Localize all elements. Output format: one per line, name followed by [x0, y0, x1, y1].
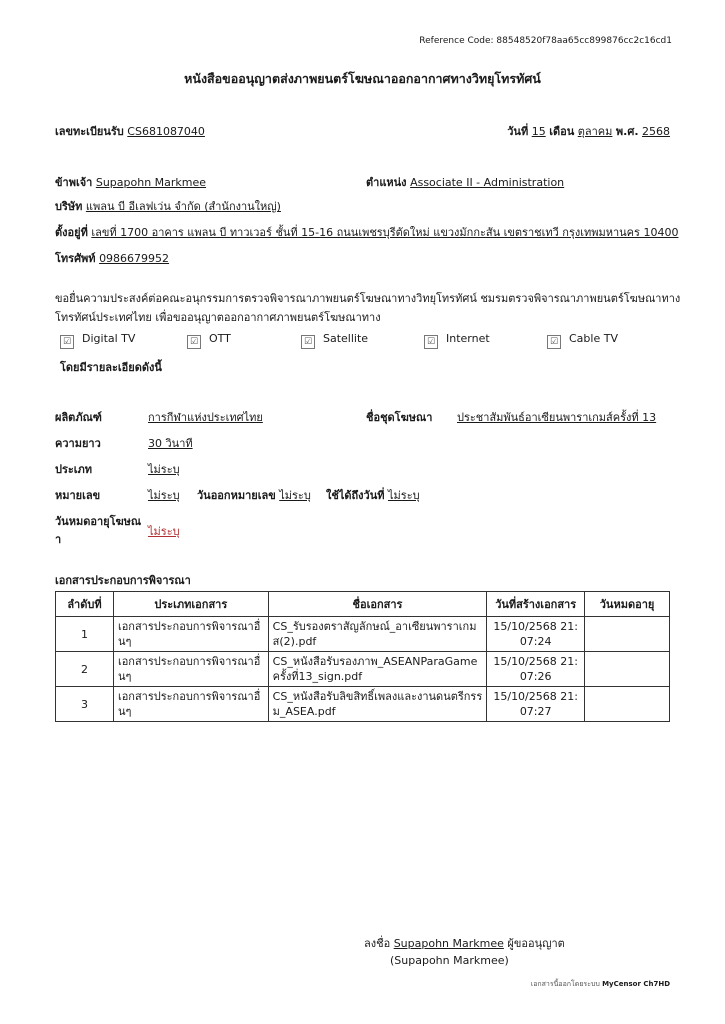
number-value: ไม่ระบุ	[148, 489, 180, 502]
intent-line-2: โทรทัศน์ประเทศไทย เพื่อขออนุญาตออกอากาศภาพยนตร์โฆษณาทาง	[55, 311, 381, 324]
col-header-expiry: วันหมดอายุ	[585, 592, 670, 617]
company-row	[55, 197, 281, 215]
date-row	[507, 122, 670, 140]
row-created: 15/10/2568 21:07:26	[487, 652, 585, 687]
channel-ott	[187, 332, 231, 349]
channel-internet	[424, 332, 490, 349]
applicant-name: Supapohn Markmee	[95, 176, 207, 189]
reference-code: Reference Code: 88548520f78aa65cc899876cc2c16cd1	[419, 36, 672, 46]
valid-until-row	[326, 486, 420, 504]
position-label: ตำแหน่ง	[366, 176, 407, 189]
channel-cable-tv	[547, 332, 618, 349]
signature-suffix: ผู้ขออนุญาต	[507, 937, 565, 950]
expiry-label-line-1: วันหมดอายุโฆษณ	[55, 515, 142, 528]
phone-row	[55, 249, 169, 267]
channel-digital-tv	[60, 332, 135, 349]
applicant-row	[55, 173, 206, 191]
col-header-no: ลำดับที่	[56, 592, 114, 617]
ad-set-value: ประชาสัมพันธ์อาเซียนพาราเกมส์ครั้งที่ 13	[457, 411, 657, 424]
product-label: ผลิตภัณฑ์	[55, 411, 102, 424]
footer-system: MyCensor Ch7HD	[602, 980, 670, 988]
checkbox-checked-icon: ☑	[301, 335, 315, 349]
row-doc-name: CS_หนังสือรับรองภาพ_ASEANParaGameครั้งที่13_sign.pdf	[268, 652, 487, 687]
day-value: 15	[531, 125, 546, 138]
expiry-label-line-2: า	[55, 533, 62, 546]
year-label: พ.ศ.	[615, 125, 639, 138]
channel-label: OTT	[209, 332, 231, 345]
row-created: 15/10/2568 21:07:27	[487, 687, 585, 722]
month-label: เดือน	[549, 125, 575, 138]
signature-name: Supapohn Markmee	[393, 937, 504, 950]
address-row	[55, 223, 678, 241]
col-header-created: วันที่สร้างเอกสาร	[487, 592, 585, 617]
registration-label: เลขทะเบียนรับ	[55, 125, 124, 138]
row-doc-type: เอกสารประกอบการพิจารณาอื่นๆ	[113, 617, 268, 652]
address-label: ตั้งอยู่ที่	[55, 226, 88, 239]
document-title: หนังสือขออนุญาตส่งภาพยนตร์โฆษณาออกอากาศทางวิทยุโทรทัศน์	[184, 71, 541, 86]
month-value: ตุลาคม	[577, 125, 613, 138]
signature-label: ลงชื่อ	[364, 937, 391, 950]
year-value: 2568	[642, 125, 670, 138]
issue-date-label: วันออกหมายเลข	[197, 489, 276, 502]
company-value: แพลน บี อีเลฟเว่น จำกัด (สำนักงานใหญ่)	[85, 200, 281, 213]
phone-label: โทรศัพท์	[55, 252, 96, 265]
row-doc-type: เอกสารประกอบการพิจารณาอื่นๆ	[113, 652, 268, 687]
type-value: ไม่ระบุ	[148, 463, 180, 476]
table-header-row	[56, 592, 670, 617]
channel-label: Digital TV	[82, 332, 136, 345]
footer-note	[531, 979, 670, 990]
registration-number: CS681087040	[127, 125, 205, 138]
position-value: Associate II - Administration	[410, 176, 565, 189]
valid-until-label: ใช้ได้ถึงวันที่	[326, 489, 385, 502]
channel-label: Satellite	[323, 332, 369, 345]
table-row	[56, 617, 670, 652]
row-no: 2	[56, 652, 114, 687]
issue-date-row	[197, 486, 311, 504]
footer-text: เอกสารนี้ออกโดยระบบ	[530, 980, 600, 988]
signature-printed-name: (Supapohn Markmee)	[390, 954, 509, 967]
address-value: เลขที่ 1700 อาคาร แพลน บี ทาวเวอร์ ชั้นที่ 15-16 ถนนเพชรบุรีตัดใหม่ แขวงมักกะสัน เขตราชเทวี กรุงเทพมหานคร 10400	[91, 226, 679, 239]
table-row	[56, 652, 670, 687]
col-header-type: ประเภทเอกสาร	[113, 592, 268, 617]
row-doc-name: CS_หนังสือรับลิขสิทธิ์เพลงและงานดนตรีกรรม_ASEA.pdf	[268, 687, 487, 722]
type-label: ประเภท	[55, 463, 93, 476]
channel-label: Cable TV	[569, 332, 618, 345]
table-row	[56, 687, 670, 722]
row-expiry	[585, 652, 670, 687]
length-value: 30 วินาที	[148, 437, 193, 450]
row-expiry	[585, 617, 670, 652]
day-label: วันที่	[507, 125, 529, 138]
checkbox-checked-icon: ☑	[547, 335, 561, 349]
phone-value: 0986679952	[99, 252, 170, 265]
product-value: การกีฬาแห่งประเทศไทย	[148, 411, 263, 424]
length-label: ความยาว	[55, 437, 101, 450]
checkbox-checked-icon: ☑	[187, 335, 201, 349]
checkbox-checked-icon: ☑	[424, 335, 438, 349]
row-doc-type: เอกสารประกอบการพิจารณาอื่นๆ	[113, 687, 268, 722]
row-no: 3	[56, 687, 114, 722]
channel-satellite	[301, 332, 368, 349]
number-label: หมายเลข	[55, 489, 101, 502]
valid-until-value: ไม่ระบุ	[388, 489, 420, 502]
intent-line-1: ขอยื่นความประสงค์ต่อคณะอนุกรรมการตรวจพิจารณาภาพยนตร์โฆษณาทางวิทยุโทรทัศน์ ชมรมตรวจพิจารณาภาพยนตร์โฆษณาทาง	[55, 292, 681, 305]
documents-table	[55, 591, 670, 722]
ad-set-label: ชื่อชุดโฆษณา	[366, 411, 433, 424]
row-expiry	[585, 687, 670, 722]
details-heading: โดยมีรายละเอียดดังนี้	[60, 361, 162, 374]
channel-label: Internet	[446, 332, 490, 345]
row-no: 1	[56, 617, 114, 652]
position-row	[366, 173, 564, 191]
registration-row	[55, 122, 205, 140]
issue-date-value: ไม่ระบุ	[279, 489, 311, 502]
expiry-value: ไม่ระบุ	[148, 525, 180, 538]
col-header-name: ชื่อเอกสาร	[268, 592, 487, 617]
checkbox-checked-icon: ☑	[60, 335, 74, 349]
signature-row	[364, 934, 565, 952]
docs-heading: เอกสารประกอบการพิจารณา	[55, 574, 191, 587]
applicant-label: ข้าพเจ้า	[55, 176, 93, 189]
company-label: บริษัท	[55, 200, 83, 213]
row-created: 15/10/2568 21:07:24	[487, 617, 585, 652]
row-doc-name: CS_รับรองตราสัญลักษณ์_อาเซียนพาราเกมส(2).pdf	[268, 617, 487, 652]
